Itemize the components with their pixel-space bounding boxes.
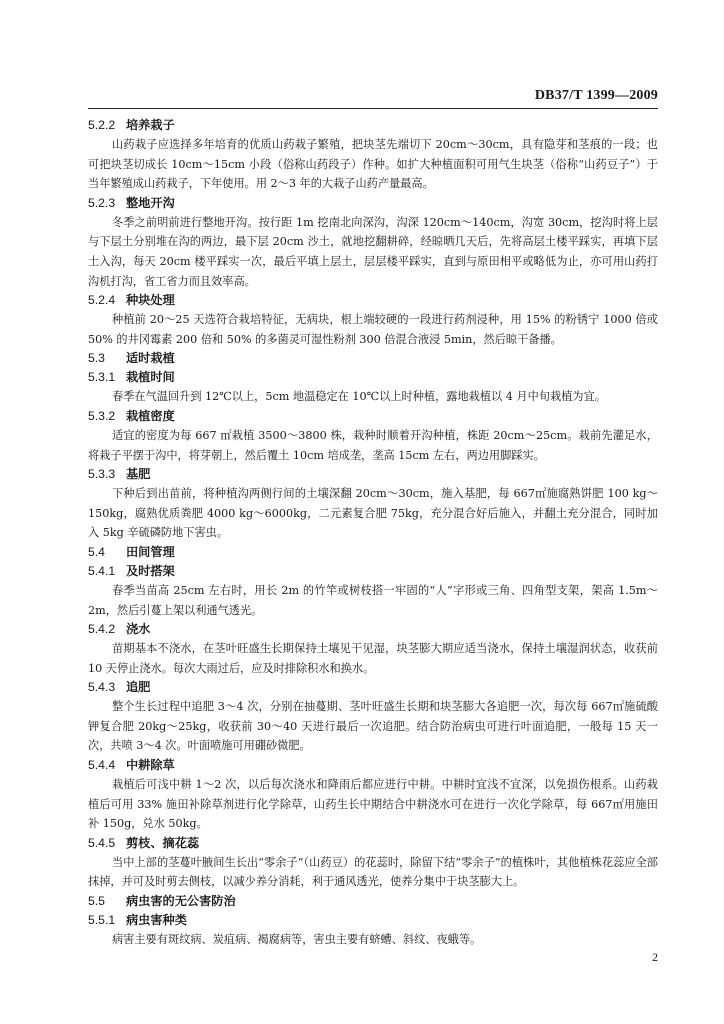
paragraph: 整个生长过程中追肥 3～4 次，分别在抽蔓期、茎叶旺盛生长期和块茎膨大各追肥一次，每次每 667㎡施硫酸钾复合肥 20kg～25kg，收获前 30～40 天进行最后一次追肥。结合防治病虫可进行叶面追肥，一般每 15 天一次，共喷 3～4 次。叶面喷施可用硼砂微肥。 [88, 700, 658, 753]
section-heading: 5.4.1 及时搭架 [88, 563, 175, 578]
section-heading: 5.2.2 培养栽子 [88, 118, 175, 132]
page-number: 2 [652, 950, 658, 964]
paragraph: 冬季之前明前进行整地开沟。按行距 1m 挖南北向深沟，沟深 120cm～140cm，沟宽 30cm，挖沟时将上层与下层土分别堆在沟的两边，最下层 20cm 沙土，就地挖翻耕碎，经晾晒几天后，先将高层土楼平踩实，再填下层土入沟，每天 20cm 楼平踩实一次，最后平填上层土，层层楼平踩实，直到与原田相平或略低为止，亦可用山药打沟机打沟，省工省力而且效率高。 [88, 215, 658, 288]
paragraph: 山药栽子应选择多年培育的优质山药栽子繁殖，把块茎先端切下 20cm～30cm，具有隐芽和茎痕的一段；也可把块茎切成长 10cm～15cm 小段（俗称山药段子）作种。如扩大种植面积可用气生块茎（俗称“山药豆子”）于当年繁殖成山药栽子，下年使用。用 2～3 年的大栽子山药产量最高。 [88, 138, 658, 191]
document-body [88, 116, 658, 950]
section-heading: 5.3.2 栽植密度 [88, 408, 175, 423]
section-heading: 5.4.5 剪枝、摘花蕊 [88, 835, 200, 850]
standard-code: DB37/T 1399—2009 [534, 88, 658, 103]
section-heading: 5.3.3 基肥 [88, 467, 151, 482]
section-heading: 5.2.4 种块处理 [88, 293, 175, 308]
paragraph: 春季在气温回升到 12℃以上，5cm 地温稳定在 10℃以上时种植，露地栽植以 4 月中旬栽植为宜。 [112, 390, 606, 404]
section-heading: 5.5.1 病虫害种类 [88, 913, 187, 928]
section-heading: 5.5 病虫害的无公害防治 [88, 894, 236, 909]
paragraph: 当中上部的茎蔓叶腋间生长出“零余子”（山药豆）的花蕊时，除留下结“零余子”的植株叶，其他植株花蕊应全部抹掉，并可及时剪去侧枝，以减少养分消耗，利于通风透光，使养分集中于块茎膨大上。 [88, 855, 658, 889]
paragraph: 下种后到出苗前，将种植沟两侧行间的土壤深翻 20cm～30cm，施入基肥，每 667㎡施腐熟饼肥 100 kg～150kg，腐熟优质粪肥 4000 kg～6000kg，二元素复合肥 75kg，充分混合好后施入，并翻土充分混合，同时加入 5kg 辛硫磷防地下害虫。 [88, 487, 658, 540]
paragraph: 种植前 20～25 天选符合栽培特征，无病块，根上端较硬的一段进行药剂浸种，用 15% 的粉锈宁 1000 倍或 50% 的井冈霉素 200 倍和 50% 的多菌灵可湿性粉剂 300 倍混合液浸 5min，然后晾干备播。 [88, 313, 658, 346]
header-rule [88, 108, 658, 109]
section-heading: 5.4.3 追肥 [88, 680, 151, 695]
paragraph: 栽植后可浅中耕 1～2 次，以后每次浇水和降雨后都应进行中耕。中耕时宜浅不宜深，以免损伤根系。山药栽植后可用 33% 施田补除草剂进行化学除草，山药生长中期结合中耕浇水可在进行一次化学除草，每 667㎡用施田补 150g，兑水 50kg。 [88, 778, 658, 831]
section-heading: 5.4.4 中耕除草 [88, 758, 175, 773]
paragraph: 苗期基本不浇水，在茎叶旺盛生长期保持土壤见干见湿，块茎膨大期应适当浇水，保持土壤湿润状态，收获前 10 天停止浇水。每次大雨过后，应及时排除积水和换水。 [88, 642, 658, 675]
section-heading: 5.3 适时栽植 [88, 351, 175, 366]
paragraph: 病害主要有斑纹病、炭疽病、褐腐病等，害虫主要有蛴螬、斜纹、夜蛾等。 [112, 933, 482, 947]
section-heading: 5.4 田间管理 [88, 544, 175, 559]
section-heading: 5.3.1 栽植时间 [88, 370, 175, 385]
section-heading: 5.2.3 整地开沟 [88, 195, 175, 210]
paragraph: 春季当苗高 25cm 左右时，用长 2m 的竹竿或树枝搭一牢固的“人”字形或三角、四角型支架，架高 1.5m～2m，然后引蔓上架以利通气透光。 [88, 583, 658, 617]
paragraph: 适宜的密度为每 667 ㎡栽植 3500～3800 株，栽种时顺着开沟种植，株距 20cm～25cm。栽前先灌足水，将栽子平摆于沟中，将芽朝上，然后覆土 10cm 培成垄，垄高 15cm 左右，两边用脚踩实。 [88, 428, 658, 462]
section-heading: 5.4.2 浇水 [88, 622, 151, 637]
